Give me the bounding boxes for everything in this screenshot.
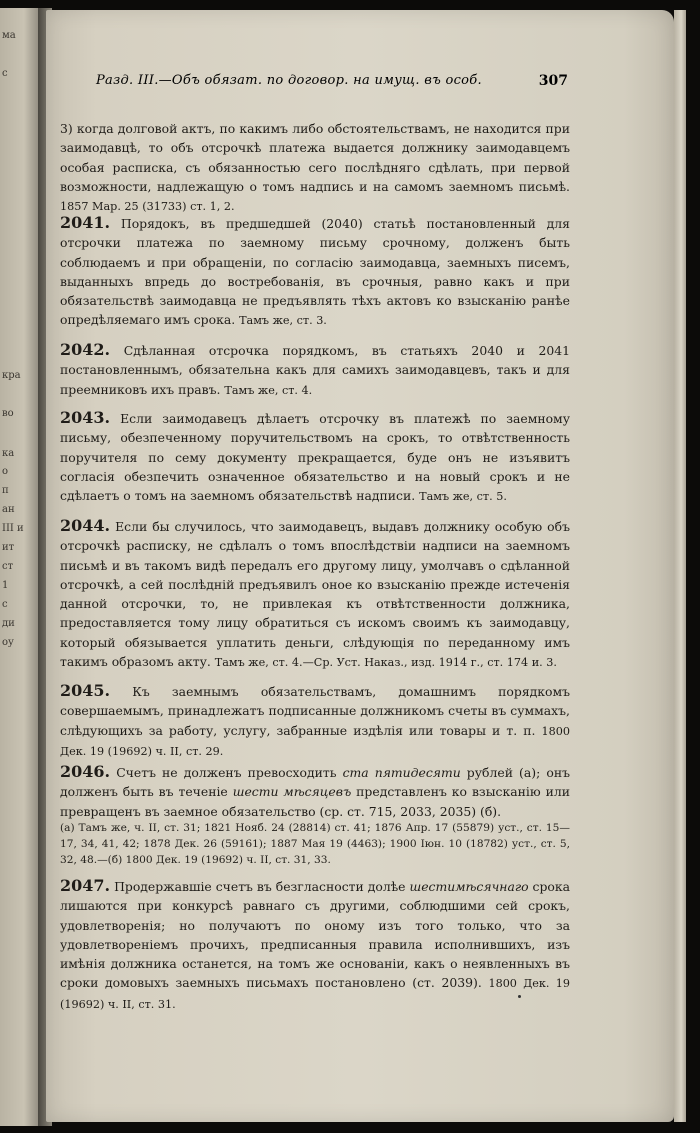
article-number: 2045. xyxy=(60,681,111,700)
footnote-text: (а) Тамъ же, ч. II, ст. 31; 1821 Нояб. 24 (28814) ст. 41; 1876 Апр. 17 (55879) уст., ст. 15—17, 34, 41, 42; 1878 Дек. 26 (59161); 1887 Мая 19 (4463); 1900 Іюн. 10 (18782) уст., ст. 5, 32, 48.—(б) 1800 Дек. 19 (19692) ч. II, ст. 31, 33. xyxy=(60,822,570,866)
article-text: Къ заемнымъ обязательствамъ, домашнимъ порядкомъ совершаемымъ, принадлежатъ подписанные должникомъ счеты въ суммахъ, слѣдующихъ за работу, услугу, забранные издѣлія или товары и т. п. xyxy=(60,684,570,738)
article-2041 xyxy=(60,213,570,331)
ink-speck xyxy=(518,995,521,998)
article-2045 xyxy=(60,681,570,761)
left-page-fragment: ст xyxy=(2,561,14,572)
paragraph-clause-3 xyxy=(60,119,570,216)
page-number: 307 xyxy=(538,73,568,89)
article-source: 1800 Дек. 19 (19692) ч. II, ст. 31. xyxy=(60,977,570,1011)
article-number: 2041. xyxy=(60,213,111,232)
article-text: Счетъ не долженъ превосходить xyxy=(116,765,343,780)
article-text: срока лишаются при конкурсѣ равнаго съ другими, соблюдшими сей срокъ, удовлетворенія; но получаютъ по оному изъ того только, что за удовлетвореніемъ прочихъ, предписанныя правила исполнившихъ, изъ имѣнія должника останется, на томъ же основаніи, какъ о неявленныхъ въ сроки домовыхъ заемныхъ письмахъ постановлено (ст. 2039). xyxy=(60,879,570,991)
article-emphasis: шести мѣсяцевъ xyxy=(232,784,352,800)
article-text: Сдѣланная отсрочка порядкомъ, въ статьяхъ 2040 и 2041 постановленнымъ, обязательна какъ для самихъ заимодавцевъ, такъ и для преемниковъ ихъ правъ. xyxy=(60,343,570,397)
left-page-fragment: ма xyxy=(2,30,16,41)
left-page-edge xyxy=(0,8,40,1126)
article-source: 1800 Дек. 19 (19692) ч. II, ст. 29. xyxy=(60,724,570,758)
footnote-2046 xyxy=(60,820,570,868)
article-text: Продержавшіе счетъ въ безгласности долѣе xyxy=(114,879,410,894)
article-text: Порядокъ, въ предшедшей (2040) статьѣ постановленный для отсрочки платежа по заемному письму срочному, долженъ быть соблюдаемъ и при обращеніи, по согласію заимодавца, заемныхъ писемъ, выданныхъ впредь до востребованія, въ срочныя, равно какъ и при обязательствѣ заимодавца не предъявлять тѣхъ актовъ ко взысканію ранѣе опредѣляемаго имъ срока. xyxy=(60,216,570,328)
article-text: Если бы случилось, что заимодавецъ, выдавъ должнику особую объ отсрочкѣ расписку, не сдѣлалъ о томъ впослѣдствіи надписи на заемномъ письмѣ и въ такомъ видѣ передалъ его другому лицу, умолчавъ о сдѣланной отсрочкѣ, а сей послѣдній предъявилъ оное ко взысканію прежде истеченія данной отсрочки, то, не привлекая къ отвѣтственности должника, предоставляется тому лицу обратиться съ искомъ своимъ къ заимодавцу, который обязывается уплатить деньги, слѣдующія по переданному имъ такимъ образомъ акту. xyxy=(60,519,570,670)
article-2043 xyxy=(60,408,570,506)
article-source: Тамъ же, ст. 3. xyxy=(239,314,327,328)
article-number: 2044. xyxy=(60,516,111,535)
article-number: 2043. xyxy=(60,408,111,427)
left-page-fragment: ди xyxy=(2,618,15,629)
article-emphasis: ста пятидесяти xyxy=(342,765,461,780)
article-text: Если заимодавецъ дѣлаетъ отсрочку въ платежѣ по заемному письму, обезпеченному поручительствомъ на срокъ, то отвѣтственность поручителя по сему документу прекращается, буде онъ не изъявитъ согласія обезпечить означенное обязательство и на новый срокъ и не сдѣлаетъ о томъ на заемномъ обязательствѣ надписи. xyxy=(60,411,570,504)
article-source: Тамъ же, ст. 5. xyxy=(419,490,507,504)
left-page-fragment: с xyxy=(2,599,8,610)
left-page-fragment: с xyxy=(2,68,8,79)
left-page-fragment: ит xyxy=(2,542,15,553)
article-text: представленъ ко взысканію или превращенъ въ заемное обязательство (ср. ст. 715, 2033, 2035) (б). xyxy=(60,784,570,819)
article-2044 xyxy=(60,516,570,672)
article-source: Тамъ же, ст. 4.—Ср. Уст. Наказ., изд. 1914 г., ст. 174 и. 3. xyxy=(214,656,557,670)
left-page-fragment: п xyxy=(2,485,9,496)
left-page-fragment: III и xyxy=(2,523,24,534)
left-page-fragment: о xyxy=(2,466,9,477)
article-2047 xyxy=(60,876,570,1014)
left-page-fragment: во xyxy=(2,408,14,419)
left-page-fragment: ка xyxy=(2,448,15,459)
running-header xyxy=(96,73,568,89)
left-page-fragment: 1 xyxy=(2,580,9,591)
article-source: Тамъ же, ст. 4. xyxy=(224,383,313,397)
article-number: 2042. xyxy=(60,340,111,359)
paragraph-text: 3) когда долговой актъ, по какимъ либо обстоятельствамъ, не находится при заимодавцѣ, то объ отсрочкѣ платежа выдается должнику заимодавцемъ особая расписка, съ обязанностью сего послѣдняго сдѣлать, при первой возможности, надлежащую о томъ надпись и на самомъ заемномъ письмѣ. xyxy=(60,121,570,194)
left-page-fragment: ан xyxy=(2,504,15,515)
article-2042 xyxy=(60,340,570,400)
header-title: Разд. III.—Объ обязат. по договор. на имущ. въ особ. xyxy=(96,73,482,88)
article-2046 xyxy=(60,762,570,821)
article-number: 2047. xyxy=(60,876,111,895)
article-emphasis: шестимѣсячнаго xyxy=(409,879,529,894)
article-number: 2046. xyxy=(60,762,111,781)
article-text: рублей (а); онъ долженъ быть въ теченіе xyxy=(60,765,570,800)
paragraph-source: 1857 Мар. 25 (31733) ст. 1, 2. xyxy=(60,200,235,214)
left-page-fragment: кра xyxy=(2,370,21,381)
page-edge xyxy=(674,10,686,1122)
left-page-fragment: оу xyxy=(2,637,14,648)
